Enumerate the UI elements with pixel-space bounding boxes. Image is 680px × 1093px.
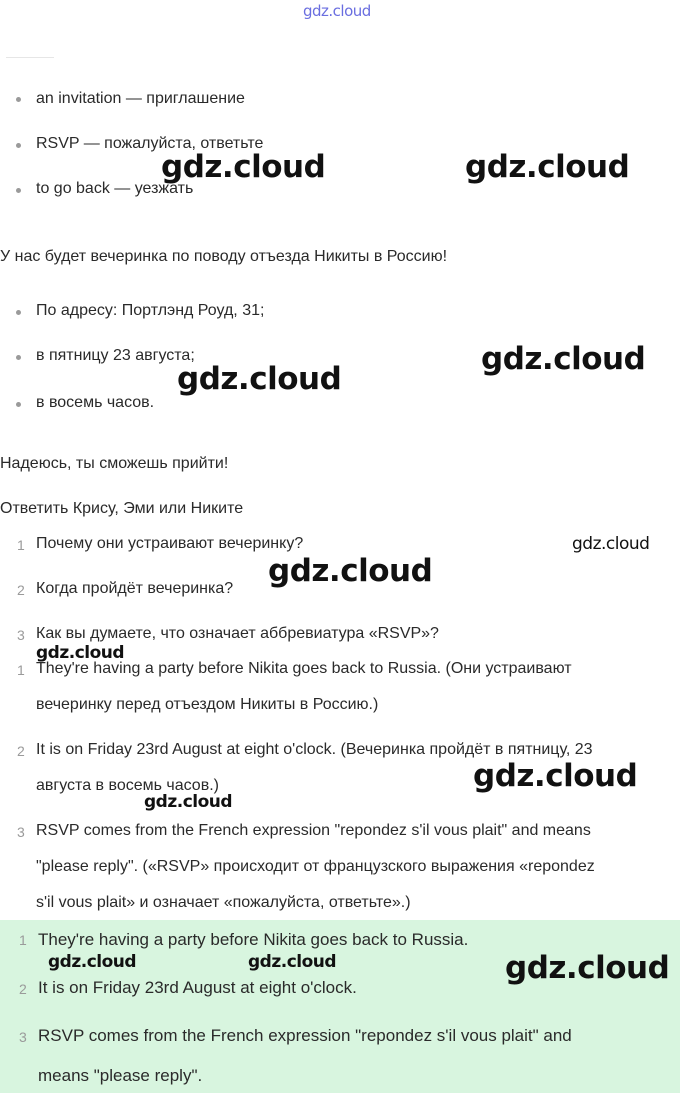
vocab-item: RSVP — пожалуйста, ответьте — [36, 135, 264, 152]
question-text: Как вы думаете, что означает аббревиатура «RSVP»? — [36, 625, 439, 642]
watermark: gdz.cloud — [161, 149, 326, 185]
answer-line: They're having a party before Nikita goes back to Russia. — [38, 930, 469, 949]
bullet-icon — [16, 143, 21, 148]
question-text: Почему они устраивают вечеринку? — [36, 535, 304, 552]
list-number: 3 — [17, 824, 25, 840]
list-number: 2 — [17, 743, 25, 759]
watermark: gdz.cloud — [465, 149, 630, 185]
hope-line: Надеюсь, ты сможешь прийти! — [0, 455, 229, 472]
divider — [6, 57, 54, 58]
watermark: gdz.cloud — [177, 361, 342, 397]
bullet-icon — [16, 310, 21, 315]
vocab-item: an invitation — приглашение — [36, 90, 245, 107]
site-logo[interactable]: gdz.cloud — [303, 2, 371, 20]
bullet-icon — [16, 188, 21, 193]
answer-line: августа в восемь часов.) — [36, 777, 219, 794]
list-number: 2 — [19, 981, 27, 997]
question-text: Когда пройдёт вечеринка? — [36, 580, 234, 597]
answer-line: It is on Friday 23rd August at eight o'clock. (Вечеринка пройдёт в пятницу, 23 — [36, 741, 593, 758]
answer-line: It is on Friday 23rd August at eight o'clock. — [38, 978, 357, 997]
reply-line: Ответить Крису, Эми или Никите — [0, 500, 244, 517]
list-number: 2 — [17, 582, 25, 598]
answer-line: "please reply". («RSVP» происходит от французского выражения «repondez — [36, 858, 595, 875]
answer-line: They're having a party before Nikita goes back to Russia. (Они устраивают — [36, 660, 572, 677]
watermark: gdz.cloud — [572, 534, 650, 554]
answer-line: means "please reply". — [38, 1066, 203, 1085]
watermark: gdz.cloud — [48, 952, 137, 972]
watermark: gdz.cloud — [36, 643, 125, 663]
detail-item: в пятницу 23 августа; — [36, 347, 195, 364]
vocab-item: to go back — уезжать — [36, 180, 194, 197]
answer-line: RSVP comes from the French expression "repondez s'il vous plait" and — [38, 1026, 572, 1045]
bullet-icon — [16, 402, 21, 407]
watermark: gdz.cloud — [481, 341, 646, 377]
detail-item: По адресу: Портлэнд Роуд, 31; — [36, 302, 265, 319]
answer-line: RSVP comes from the French expression "repondez s'il vous plait" and means — [36, 822, 591, 839]
list-number: 3 — [19, 1029, 27, 1045]
watermark: gdz.cloud — [268, 553, 433, 589]
list-number: 1 — [17, 662, 25, 678]
list-number: 3 — [17, 627, 25, 643]
announcement: У нас будет вечеринка по поводу отъезда Никиты в Россию! — [0, 248, 448, 265]
list-number: 1 — [17, 537, 25, 553]
watermark: gdz.cloud — [505, 950, 670, 986]
bullet-icon — [16, 355, 21, 360]
watermark: gdz.cloud — [144, 792, 233, 812]
list-number: 1 — [19, 932, 27, 948]
answer-line: вечеринку перед отъездом Никиты в Россию.) — [36, 696, 379, 713]
watermark: gdz.cloud — [248, 952, 337, 972]
watermark: gdz.cloud — [473, 758, 638, 794]
bullet-icon — [16, 97, 21, 102]
answer-line: s'il vous plait» и означает «пожалуйста, ответьте».) — [36, 894, 411, 911]
detail-item: в восемь часов. — [36, 394, 155, 411]
